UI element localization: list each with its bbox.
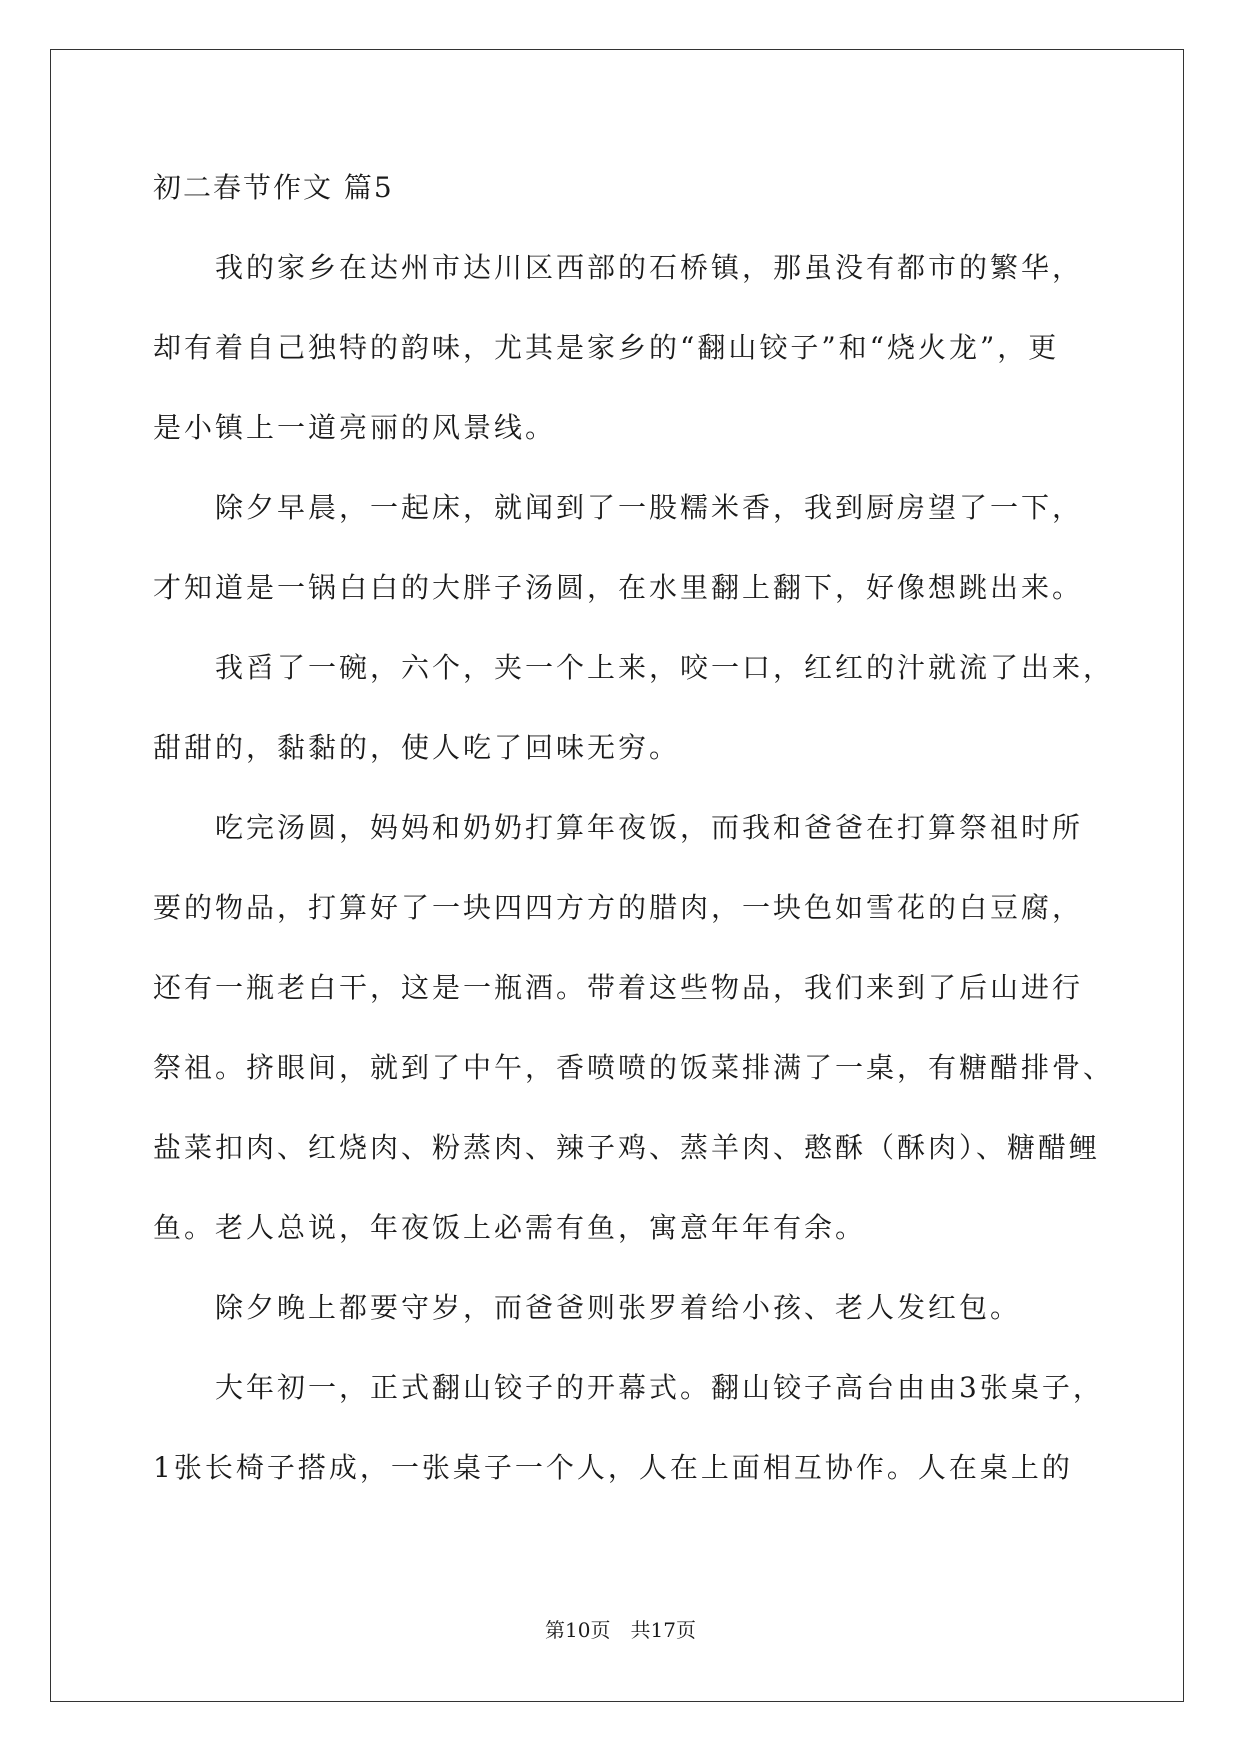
text-line: 盐菜扣肉、红烧肉、粉蒸肉、辣子鸡、蒸羊肉、憨酥（酥肉）、糖醋鲤 xyxy=(153,1131,1101,1164)
paragraph-lines xyxy=(153,248,1113,1488)
text-line: 甜甜的，黏黏的，使人吃了回味无穷。 xyxy=(153,731,681,764)
text-line: 1张长椅子搭成，一张桌子一个人，人在上面相互协作。人在桌上的 xyxy=(153,1451,1073,1484)
document-body xyxy=(153,168,1113,1528)
page-number-footer: 第10页 共17页 xyxy=(545,1618,696,1642)
text-line: 我的家乡在达州市达川区西部的石桥镇，那虽没有都市的繁华， xyxy=(215,251,1084,284)
text-line: 要的物品，打算好了一块四四方方的腊肉，一块色如雪花的白豆腐， xyxy=(153,891,1084,924)
text-line: 却有着自己独特的韵味，尤其是家乡的“翻山铰子”和“烧火龙”，更 xyxy=(153,331,1060,364)
text-line: 吃完汤圆，妈妈和奶奶打算年夜饭，而我和爸爸在打算祭祖时所 xyxy=(215,811,1084,844)
text-line: 才知道是一锅白白的大胖子汤圆，在水里翻上翻下，好像想跳出来。 xyxy=(153,571,1084,604)
text-line: 是小镇上一道亮丽的风景线。 xyxy=(153,411,557,444)
text-line: 还有一瓶老白干，这是一瓶酒。带着这些物品，我们来到了后山进行 xyxy=(153,971,1084,1004)
text-line: 祭祖。挤眼间，就到了中午，香喷喷的饭菜排满了一桌，有糖醋排骨、 xyxy=(153,1051,1115,1084)
text-line: 我舀了一碗，六个，夹一个上来，咬一口，红红的汁就流了出来， xyxy=(215,651,1115,684)
essay-heading: 初二春节作文 篇5 xyxy=(153,171,394,204)
text-line: 大年初一，正式翻山铰子的开幕式。翻山铰子高台由由3张桌子， xyxy=(215,1371,1104,1404)
text-line: 鱼。老人总说，年夜饭上必需有鱼，寓意年年有余。 xyxy=(153,1211,867,1244)
text-line: 除夕早晨，一起床，就闻到了一股糯米香，我到厨房望了一下， xyxy=(215,491,1084,524)
text-line: 除夕晚上都要守岁，而爸爸则张罗着给小孩、老人发红包。 xyxy=(215,1291,1022,1324)
